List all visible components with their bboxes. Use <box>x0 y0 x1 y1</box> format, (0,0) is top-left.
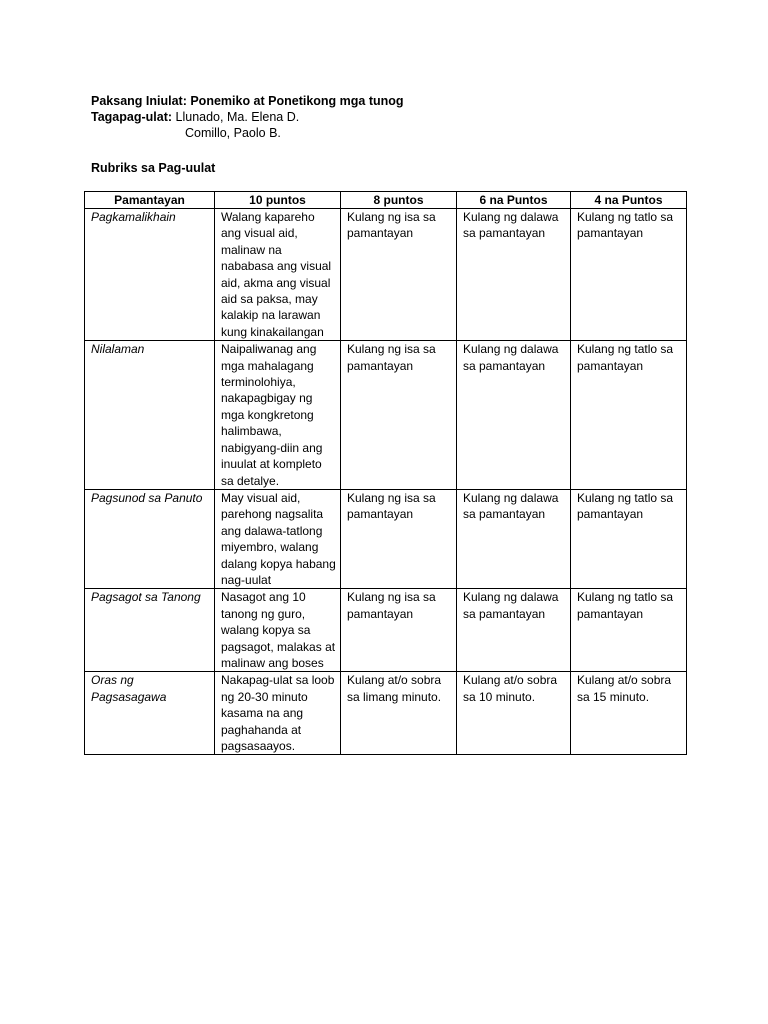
table-row <box>85 341 687 490</box>
score-8-cell: Kulang ng isa sa pamantayan <box>341 209 457 341</box>
score-4-cell: Kulang ng tatlo sa pamantayan <box>571 589 687 672</box>
score-10-cell: Naipaliwanag ang mga mahalagang terminolohiya, nakapagbigay ng mga kongkretong halimbawa, nabigyang-diin ang inuulat at kompleto sa detalye. <box>215 341 341 490</box>
score-8-cell: Kulang ng isa sa pamantayan <box>341 341 457 490</box>
criterion-cell: Pagkamalikhain <box>85 209 215 341</box>
rubric-title: Rubriks sa Pag-uulat <box>91 161 216 175</box>
score-6-cell: Kulang at/o sobra sa 10 minuto. <box>457 672 571 755</box>
topic-line <box>91 93 404 109</box>
reporter-name-1: Llunado, Ma. Elena D. <box>175 110 300 124</box>
score-4-cell: Kulang at/o sobra sa 15 minuto. <box>571 672 687 755</box>
score-10-cell: Nasagot ang 10 tanong ng guro, walang kopya sa pagsagot, malakas at malinaw ang boses <box>215 589 341 672</box>
score-6-cell: Kulang ng dalawa sa pamantayan <box>457 209 571 341</box>
score-10-cell: May visual aid, parehong nagsalita ang dalawa-tatlong miyembro, walang dalang kopya habang nag-uulat <box>215 489 341 588</box>
reporter-label: Tagapag-ulat: <box>91 110 173 124</box>
report-header <box>91 93 404 141</box>
score-4-cell: Kulang ng tatlo sa pamantayan <box>571 341 687 490</box>
reporter-line <box>91 109 404 125</box>
score-8-cell: Kulang ng isa sa pamantayan <box>341 489 457 588</box>
column-header-8: 8 puntos <box>341 192 457 209</box>
score-6-cell: Kulang ng dalawa sa pamantayan <box>457 589 571 672</box>
score-8-cell: Kulang ng isa sa pamantayan <box>341 589 457 672</box>
column-header-pamantayan: Pamantayan <box>85 192 215 209</box>
criterion-cell: Oras ng Pagsasagawa <box>85 672 215 755</box>
table-row <box>85 209 687 341</box>
reporter-line-2 <box>91 125 404 141</box>
rubric-table <box>84 191 687 755</box>
column-header-10: 10 puntos <box>215 192 341 209</box>
reporter-name-2: Comillo, Paolo B. <box>185 126 281 140</box>
topic-label: Paksang Iniulat: <box>91 94 187 108</box>
score-6-cell: Kulang ng dalawa sa pamantayan <box>457 341 571 490</box>
table-row <box>85 672 687 755</box>
table-row <box>85 489 687 588</box>
criterion-cell: Pagsunod sa Panuto <box>85 489 215 588</box>
criterion-cell: Nilalaman <box>85 341 215 490</box>
table-row <box>85 589 687 672</box>
score-4-cell: Kulang ng tatlo sa pamantayan <box>571 489 687 588</box>
table-header-row <box>85 192 687 209</box>
criterion-cell: Pagsagot sa Tanong <box>85 589 215 672</box>
score-4-cell: Kulang ng tatlo sa pamantayan <box>571 209 687 341</box>
topic-value: Ponemiko at Ponetikong mga tunog <box>190 94 404 108</box>
score-6-cell: Kulang ng dalawa sa pamantayan <box>457 489 571 588</box>
column-header-6: 6 na Puntos <box>457 192 571 209</box>
column-header-4: 4 na Puntos <box>571 192 687 209</box>
score-8-cell: Kulang at/o sobra sa limang minuto. <box>341 672 457 755</box>
score-10-cell: Nakapag-ulat sa loob ng 20-30 minuto kasama na ang paghahanda at pagsasaayos. <box>215 672 341 755</box>
score-10-cell: Walang kapareho ang visual aid, malinaw na nababasa ang visual aid, akma ang visual aid sa paksa, may kalakip na larawan kung kinakailangan <box>215 209 341 341</box>
